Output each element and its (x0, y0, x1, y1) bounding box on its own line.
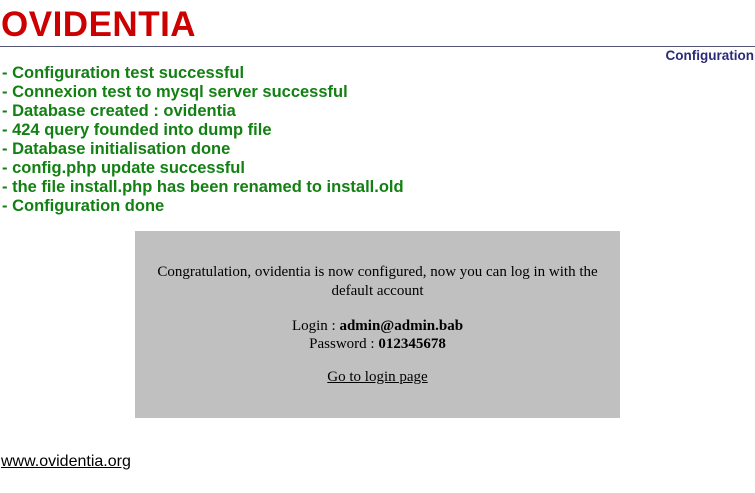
password-row (135, 335, 620, 354)
panel-message: Congratulation, ovidentia is now configured, now you can log in with the default account (157, 264, 598, 299)
go-to-login-link[interactable]: Go to login page (327, 369, 428, 385)
log-line: - config.php update successful (2, 159, 245, 177)
log-line: - Database created : ovidentia (2, 102, 236, 120)
success-panel (135, 231, 620, 418)
section-title: Configuration (665, 48, 754, 63)
login-row (135, 317, 620, 336)
ovidentia-logo: OVIDENTIA (1, 5, 197, 44)
log-line: - Database initialisation done (2, 140, 231, 158)
password-value: 012345678 (378, 336, 446, 352)
log-line: - 424 query founded into dump file (2, 121, 272, 139)
panel-message-wrap (135, 263, 620, 301)
login-value: admin@admin.bab (339, 318, 464, 334)
log-line: - Connexion test to mysql server successful (2, 83, 348, 101)
header-divider (0, 46, 755, 47)
log-line: - the file install.php has been renamed to install.old (2, 178, 404, 196)
login-link-wrap (135, 368, 620, 387)
login-label: Login : (291, 318, 340, 334)
password-label: Password : (309, 336, 379, 352)
log-line: - Configuration done (2, 197, 165, 215)
log-line: - Configuration test successful (2, 64, 245, 82)
ovidentia-website-link[interactable]: www.ovidentia.org (1, 453, 131, 470)
install-log (2, 64, 404, 216)
